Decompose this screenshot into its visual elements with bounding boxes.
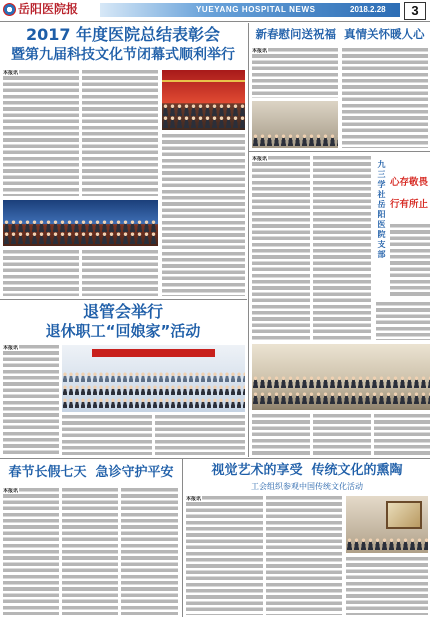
article-body-text <box>313 156 371 340</box>
stage-group-photo <box>3 200 158 246</box>
culture-visit-headline: 视觉艺术的享受 传统文化的熏陶 <box>211 463 403 478</box>
retiree-group-photo <box>62 345 245 412</box>
section-rule <box>0 299 247 300</box>
visit-photo <box>252 101 338 148</box>
summary-meeting-headline-2: 暨第九届科技文化节闭幕式顺利举行 <box>11 47 235 63</box>
article-body-text <box>252 48 338 98</box>
article-body-text <box>62 488 118 615</box>
hospital-logo-icon <box>3 3 16 16</box>
people-figures <box>62 384 245 395</box>
people-figures <box>162 114 245 128</box>
article-body-text <box>374 414 430 455</box>
jiusan-subtitle: 九三学社岳阳医院支部 <box>377 160 386 260</box>
people-figures <box>252 390 430 404</box>
new-year-visit-headline: 新春慰问送祝福 真情关怀暖人心 <box>255 27 425 41</box>
column-rule <box>248 23 249 457</box>
article-lead: 本报讯 <box>186 496 202 502</box>
people-figures <box>252 132 338 146</box>
retiree-event-headline-1: 退管会举行 <box>82 302 163 321</box>
page-number: 3 <box>404 2 426 20</box>
article-body-text <box>82 250 158 296</box>
article-body-text <box>186 496 263 615</box>
masthead-english-title: YUEYANG HOSPITAL NEWS <box>196 5 316 14</box>
people-figures <box>252 374 430 388</box>
jiusan-title-2: 行有所止 <box>390 199 429 210</box>
article-body-text <box>155 415 245 455</box>
issue-date: 2018.2.28 <box>350 5 386 14</box>
people-figures <box>62 371 245 382</box>
column-rule <box>182 459 183 617</box>
masthead-title: 岳阳医院报 <box>18 2 79 16</box>
people-figures <box>346 536 428 550</box>
article-body-text <box>3 250 79 296</box>
article-body-text <box>162 134 245 296</box>
people-figures <box>3 230 158 244</box>
article-body-text <box>3 70 79 196</box>
award-ceremony-photo <box>162 70 245 130</box>
section-rule <box>249 151 430 152</box>
group-photo <box>252 344 430 410</box>
article-body-text <box>252 156 310 340</box>
spring-festival-headline: 春节长假七天 急诊守护平安 <box>8 465 174 480</box>
article-lead: 本报讯 <box>3 345 19 351</box>
article-body-text <box>62 415 152 455</box>
article-lead: 本报讯 <box>252 156 268 162</box>
article-body-text <box>346 557 428 615</box>
article-body-text <box>313 414 371 455</box>
article-body-text <box>266 496 342 615</box>
article-body-text <box>252 414 310 455</box>
stage-banner <box>162 80 245 82</box>
people-figures <box>62 397 245 408</box>
retiree-event-headline-2: 退休职工“回娘家”活动 <box>45 322 201 340</box>
article-body-text <box>82 70 158 196</box>
article-body-text <box>3 488 59 615</box>
artwork-frame <box>386 501 422 529</box>
culture-visit-subheadline: 工会组织参观中国传统文化活动 <box>251 482 363 491</box>
section-rule <box>0 458 430 459</box>
article-lead: 本报讯 <box>252 48 268 54</box>
art-exhibition-photo <box>346 496 428 553</box>
article-body-text <box>376 302 430 340</box>
article-body-text <box>342 48 428 148</box>
article-body-text <box>3 345 59 455</box>
masthead-rule <box>0 21 430 22</box>
jiusan-title-1: 心存敬畏 <box>390 177 429 188</box>
article-body-text <box>121 488 178 615</box>
article-lead: 本报讯 <box>3 488 19 494</box>
event-banner <box>92 349 215 357</box>
article-body-text <box>390 224 430 298</box>
article-lead: 本报讯 <box>3 70 19 76</box>
summary-meeting-headline-1: 2017 年度医院总结表彰会 <box>25 25 221 44</box>
